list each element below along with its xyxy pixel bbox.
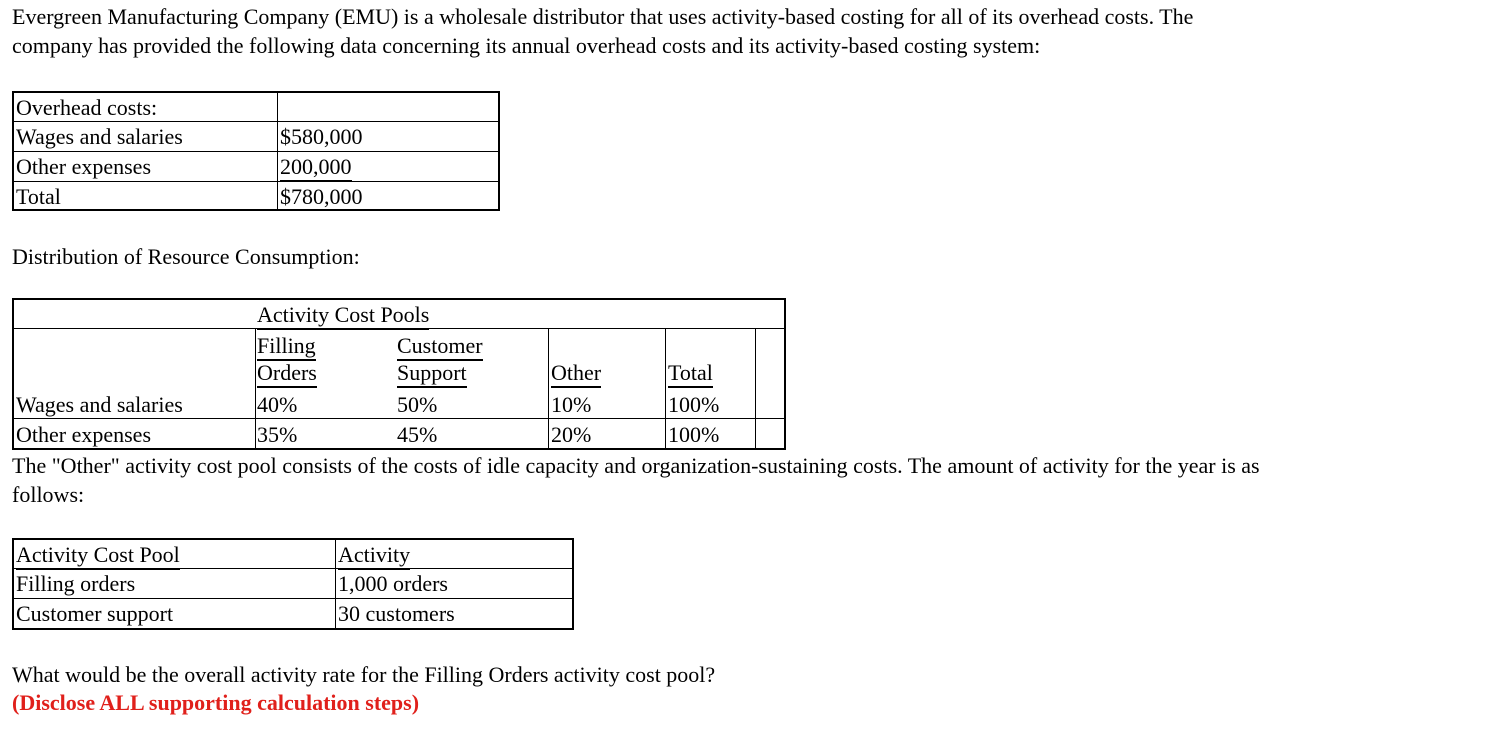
- activity-pool-support: Customer support: [16, 601, 174, 626]
- other-note-line-2: follows:: [12, 482, 85, 507]
- dist-wages-total: 100%: [668, 392, 720, 417]
- dist-wages-other: 10%: [551, 392, 592, 417]
- dist-other-filling: 35%: [257, 422, 298, 447]
- row-value-wages: $580,000: [280, 124, 363, 149]
- activity-filling-value: 1,000 orders: [338, 571, 448, 596]
- row-value-total: $780,000: [280, 184, 363, 209]
- row-label-wages: Wages and salaries: [16, 124, 183, 149]
- dist-row-label-other-expenses: Other expenses: [16, 422, 152, 447]
- distribution-table: [12, 298, 786, 450]
- dist-row-label-wages: Wages and salaries: [16, 392, 183, 417]
- col-customer-support-header: Customer Support: [397, 332, 483, 386]
- row-value-other: 200,000: [280, 153, 352, 181]
- overhead-header: Overhead costs:: [16, 95, 158, 120]
- other-note-line-1: The "Other" activity cost pool consists of the costs of idle capacity and organization-sustaining costs. The amount of activity for the year is as: [12, 453, 1260, 478]
- instruction-text: (Disclose ALL supporting calculation steps): [12, 690, 420, 715]
- col-other-header: Other: [551, 359, 601, 387]
- col-total-header: Total: [668, 359, 713, 387]
- other-note-paragraph: [12, 451, 1260, 509]
- activity-table: [12, 538, 574, 630]
- dist-wages-filling: 40%: [257, 392, 298, 417]
- intro-paragraph: [12, 2, 1193, 60]
- dist-wages-support: 50%: [397, 392, 438, 417]
- activity-pool-filling: Filling orders: [16, 571, 136, 596]
- intro-line-1: Evergreen Manufacturing Company (EMU) is a wholesale distributor that uses activity-based costing for all of its overhead costs. The: [12, 4, 1194, 29]
- row-label-other: Other expenses: [16, 154, 152, 179]
- intro-line-2: company has provided the following data concerning its annual overhead costs and its activity-based costing system:: [12, 33, 1041, 58]
- activity-header: Activity: [338, 541, 410, 569]
- distribution-heading: Distribution of Resource Consumption:: [12, 244, 360, 269]
- col-filling-orders-header: Filling Orders: [257, 332, 317, 386]
- group-header: Activity Cost Pools: [257, 301, 429, 329]
- activity-support-value: 30 customers: [338, 601, 455, 626]
- overhead-costs-table: [12, 91, 500, 211]
- dist-other-total: 100%: [668, 422, 720, 447]
- dist-other-other: 20%: [551, 422, 592, 447]
- row-label-total: Total: [16, 184, 61, 209]
- dist-other-support: 45%: [397, 422, 438, 447]
- activity-pool-header: Activity Cost Pool: [16, 541, 180, 569]
- question-text: What would be the overall activity rate for the Filling Orders activity cost pool?: [12, 662, 716, 687]
